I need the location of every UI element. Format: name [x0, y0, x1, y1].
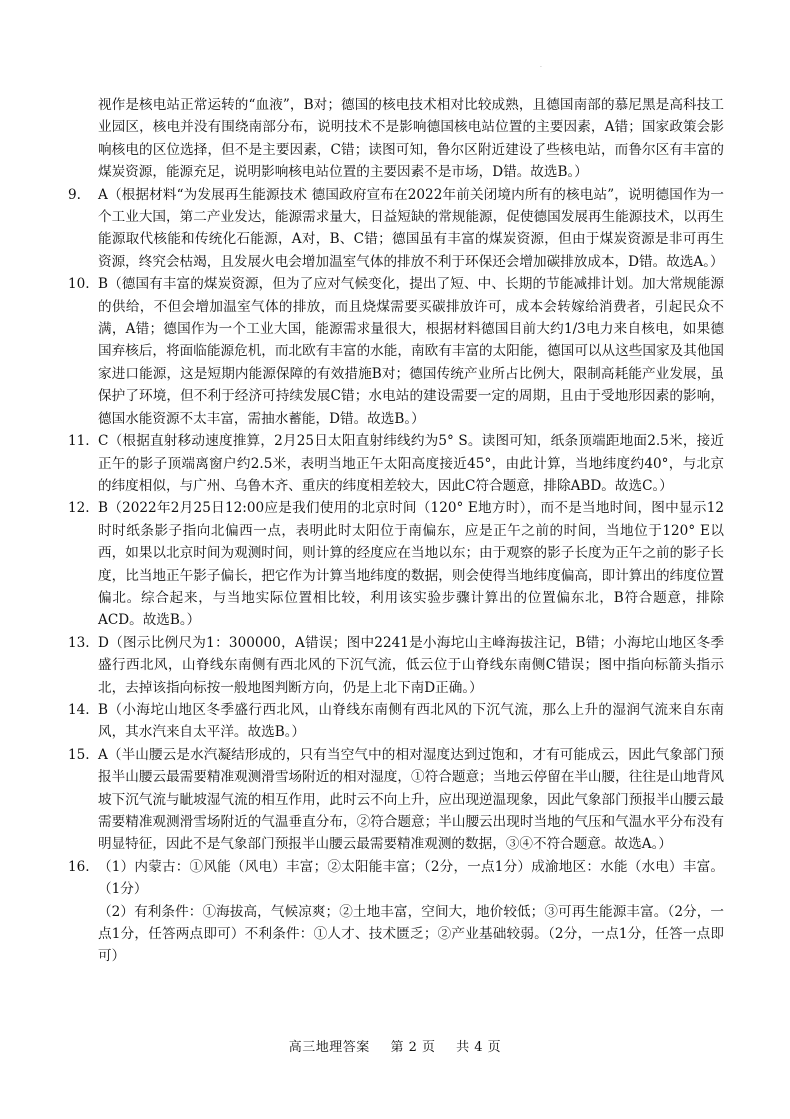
item-number: 11. [68, 433, 90, 450]
item-16-part-2: （2）有利条件：①海拔高，气候凉爽；②土地丰富，空间大，地价较低；③可再生能源丰富。（2分，一点1分，任答两点即可）不利条件：①人才、技术匮乏；②产业基础较弱。（2分，一点1分，任答一点即可） [98, 903, 724, 965]
answer-item-13 [68, 632, 724, 699]
item-number: 15. [68, 746, 90, 763]
item-text: D（图示比例尺为1：300000，A错误；图中2241是小海坨山主峰海拔注记，B错；小海坨山地区冬季盛行西北风，山脊线东南侧有西北风的下沉气流，低云位于山脊线东南侧C错误；图中指向标箭头指示北，去掉该指向标按一般地图判断方向，仍是上北下南D正确。） [98, 634, 724, 696]
item-number: 13. [68, 634, 90, 651]
answer-item-15 [68, 744, 724, 856]
item-number: 14. [68, 701, 90, 718]
item-text: B（德国有丰富的煤炭资源，但为了应对气候变化，提出了短、中、长期的节能减排计划。加大常规能源的供给，不但会增加温室气体的排放，而且烧煤需要买碳排放许可，成本会转嫁给消费者，引起民众不满，A错；德国作为一个工业大国，能源需求量很大，根据材料德国目前大约1/3电力来自核电，如果德国弃核后，将面临能源危机，而北欧有丰富的水能，南欧有丰富的太阳能，德国可以从这些国家及其他国家进口能源，这是短期内能源保障的有效措施B对；德国传统产业所占比例大，限制高耗能产业发展，虽保护了环境，但不利于经济可持续发展C错；水电站的建设需要一定的周期，且由于受地形因素的影响，德国水能资源不太丰富，需抽水蓄能，D错。故选B。） [98, 276, 724, 427]
item-text: A（根据材料“为发展再生能源技术 德国政府宣布在2022年前关闭境内所有的核电站”，说明德国作为一个工业大国，第二产业发达，能源需求量大，日益短缺的常规能源，促使德国发展再生能源技术，以再生能源取代核能和传统化石能源，A对，B、C错；德国虽有丰富的煤炭资源，但由于煤炭资源是非可再生资源，终究会枯竭，且发展火电会增加温室气体的排放不利于环保还会增加碳排放成本，D错。故选A。） [98, 186, 724, 270]
answer-item-9 [68, 184, 724, 274]
footer-total-pages: 共 4 页 [456, 1040, 502, 1055]
scan-dot: · [540, 64, 542, 71]
item-number: 10. [68, 276, 90, 293]
footer-title: 高三地理答案 [288, 1040, 370, 1055]
answer-item-12 [68, 497, 724, 631]
item-number: 16. [68, 858, 90, 875]
answer-item-16 [68, 856, 724, 968]
answer-item-10 [68, 273, 724, 430]
answer-content [68, 94, 724, 968]
page-footer [0, 1036, 790, 1055]
item-text: （1）内蒙古：①风能（风电）丰富；②太阳能丰富；（2分，一点1分）成渝地区：水能（水电）丰富。（1分） [98, 858, 724, 898]
answer-item-11 [68, 430, 724, 497]
item-number: 12. [68, 500, 90, 517]
item-text: A（半山腰云是水汽凝结形成的，只有当空气中的相对湿度达到过饱和，才有可能成云，因此气象部门预报半山腰云最需要精准观测滑雪场附近的相对湿度，①符合题意；当地云停留在半山腰，往往是山地背风坡下沉气流与眦坡湿气流的相互作用，此时云不向上升，应出现逆温现象，因此气象部门预报半山腰云最需要精准观测滑雪场附近的气温垂直分布，②符合题意；半山腰云出现时当地的气压和气温水平分布没有明显特征，因此不是气象部门预报半山腰云最需要精准观测的数据，③④不符合题意。故选A。） [98, 746, 724, 853]
item-text: C（根据直射移动速度推算，2月25日太阳直射纬线约为5° S。读图可知，纸条顶端距地面2.5米，接近正午的影子顶端离窗户约2.5米，表明当地正午太阳高度接近45°，由此计算，当地纬度约40°，与北京的纬度相似，与广州、乌鲁木齐、重庆的纬度相差较大，因此C符合题意，排除ABD。故选C。） [98, 433, 724, 494]
footer-page-number: 第 2 页 [390, 1040, 436, 1055]
answer-item-14 [68, 699, 724, 744]
item-number: 9. [68, 186, 81, 203]
item-text: B（小海坨山地区冬季盛行西北风，山脊线东南侧有西北风的下沉气流，那么上升的湿润气流来自东南风，其水汽来自太平洋。故选B。） [98, 701, 724, 741]
item-text: B（2022年2月25日12:00应是我们使用的北京时间（120° E地方时），而不是当地时间，图中显示12时时纸条影子指向北偏西一点，表明此时太阳位于南偏东，应是正午之前的时间，当地位于120° E以西，如果以北京时间为观测时间，则计算的经度应在当地以东；由于观察的影子长度为正午之前的影子长度，比当地正午影子偏长，把它作为计算当地纬度的数据，则会使得当地纬度偏高，即计算出的纬度位置偏北。综合起来，与当地实际位置相比较，利用该实验步骤计算出的位置偏东北，B符合题意，排除ACD。故选B。） [98, 500, 724, 629]
continued-answer-8: 视作是核电站正常运转的“血液”，B对；德国的核电技术相对比较成熟，且德国南部的慕尼黑是高科技工业园区，核电并没有围绕南部分布，说明技术不是影响德国核电站位置的主要因素，A错；国家政策会影响核电的区位选择，但不是主要因素，C错；读图可知，鲁尔区附近建设了些核电站，而鲁尔区有丰富的煤炭资源，能源充足，说明影响核电站位置的主要因素不是市场，D错。故选B。） [98, 97, 724, 181]
